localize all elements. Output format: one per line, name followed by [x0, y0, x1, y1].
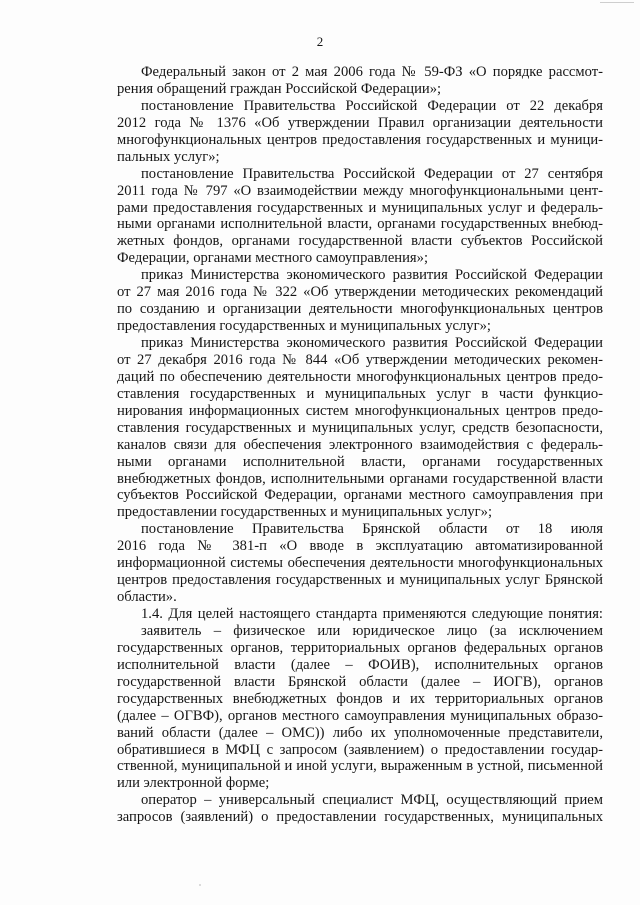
text-line: 1.4. Для целей настоящего стандарта применяются следующие понятия:: [141, 606, 603, 622]
text-line: каналов связи для обеспечения электронного взаимодействия с федераль-: [117, 436, 603, 453]
text-line: ными органами исполнительной власти, органами государственных: [117, 453, 603, 470]
text-line: предоставлении государственных и муниципальных услуг»;: [117, 504, 493, 521]
text-line: по созданию и организации деятельности многофункциональных центров: [117, 301, 603, 318]
text-line: многофункциональных центров предоставления государственных и муници-: [117, 131, 603, 148]
text-line: ставления государственных и муниципальных услуг в части функцио-: [117, 385, 603, 402]
text-line: (далее – ОГВФ), органов местного самоуправления муниципальных образо-: [117, 707, 603, 724]
text-line: даций по обеспечению деятельности многофункциональных центров предо-: [117, 368, 603, 385]
text-line: приказ Министерства экономического развития Российской Федерации: [141, 335, 603, 351]
text-line: или электронной форме;: [117, 775, 270, 792]
text-line: ственной, муниципальной и иной услуги, выраженным в устной, письменной: [117, 758, 603, 775]
text-line: постановление Правительства Брянской области от 18 июля: [141, 521, 603, 538]
text-line: заявитель – физическое или юридическое лицо (за исключением: [141, 622, 603, 639]
text-line: рения обращений граждан Российской Федерации»;: [117, 80, 442, 97]
text-line: государственной власти Брянской области (далее – ИОГВ), органов: [117, 673, 603, 690]
text-line: от 27 мая 2016 года № 322 «Об утверждении методических рекомендаций: [117, 284, 603, 301]
text-line: внебюджетных фондов, исполнительными органами государственной власти: [117, 470, 603, 487]
text-line: субъектов Российской Федерации, органами местного самоуправления при: [117, 487, 603, 504]
text-line: информационной системы обеспечения деятельности многофункциональных: [117, 555, 603, 572]
text-line: 2016 года № 381-п «О вводе в эксплуатацию автоматизированной: [117, 538, 603, 555]
text-line: Федерации, органами местного самоуправления»;: [117, 250, 428, 267]
scan-corner-mark: [600, 2, 634, 3]
text-line: запросов (заявлений) о предоставлении государственных, муниципальных: [117, 809, 603, 826]
text-line: 2011 года № 797 «О взаимодействии между многофункциональными цент-: [117, 182, 603, 199]
text-line: приказ Министерства экономического развития Российской Федерации: [141, 267, 603, 284]
scan-speck: [199, 884, 201, 886]
document-body: [117, 64, 603, 826]
text-line: постановление Правительства Российской Федерации от 27 сентября: [141, 165, 603, 182]
text-line: рами предоставления государственных и муниципальных услуг и федераль-: [117, 199, 603, 216]
text-line: ставления государственных и муниципальных услуг, средств безопасности,: [117, 419, 603, 436]
page-number: 2: [316, 34, 324, 49]
text-line: государственных внебюджетных фондов и их территориальных органов: [117, 690, 603, 707]
text-line: жетных фондов, органами государственной власти субъектов Российской: [117, 233, 603, 250]
text-line: исполнительной власти (далее – ФОИВ), исполнительных органов: [117, 656, 603, 673]
text-line: ными органами исполнительной власти, органами государственных внебюд-: [117, 216, 603, 233]
text-line: обратившиеся в МФЦ с запросом (заявлением) о предоставлении государ-: [117, 741, 603, 758]
text-line: центров предоставления государственных и муниципальных услуг Брянской: [117, 572, 603, 589]
text-line: оператор – универсальный специалист МФЦ, осуществляющий прием: [141, 792, 603, 809]
text-line: области».: [117, 589, 177, 606]
text-line: предоставления государственных и муниципальных услуг»;: [117, 318, 491, 335]
text-line: ваний области (далее – ОМС)) либо их уполномоченные представители,: [117, 724, 603, 741]
text-line: нирования информационных систем многофункциональных центров предо-: [117, 402, 603, 419]
text-line: постановление Правительства Российской Федерации от 22 декабря: [141, 97, 603, 114]
text-line: 2012 года № 1376 «Об утверждении Правил организации деятельности: [117, 114, 603, 131]
text-line: пальных услуг»;: [117, 148, 220, 165]
text-line: Федеральный закон от 2 мая 2006 года № 59-ФЗ «О порядке рассмот-: [141, 64, 603, 80]
text-line: государственных органов, территориальных органов федеральных органов: [117, 639, 603, 656]
text-line: от 27 декабря 2016 года № 844 «Об утверждении методических рекомен-: [117, 351, 603, 368]
